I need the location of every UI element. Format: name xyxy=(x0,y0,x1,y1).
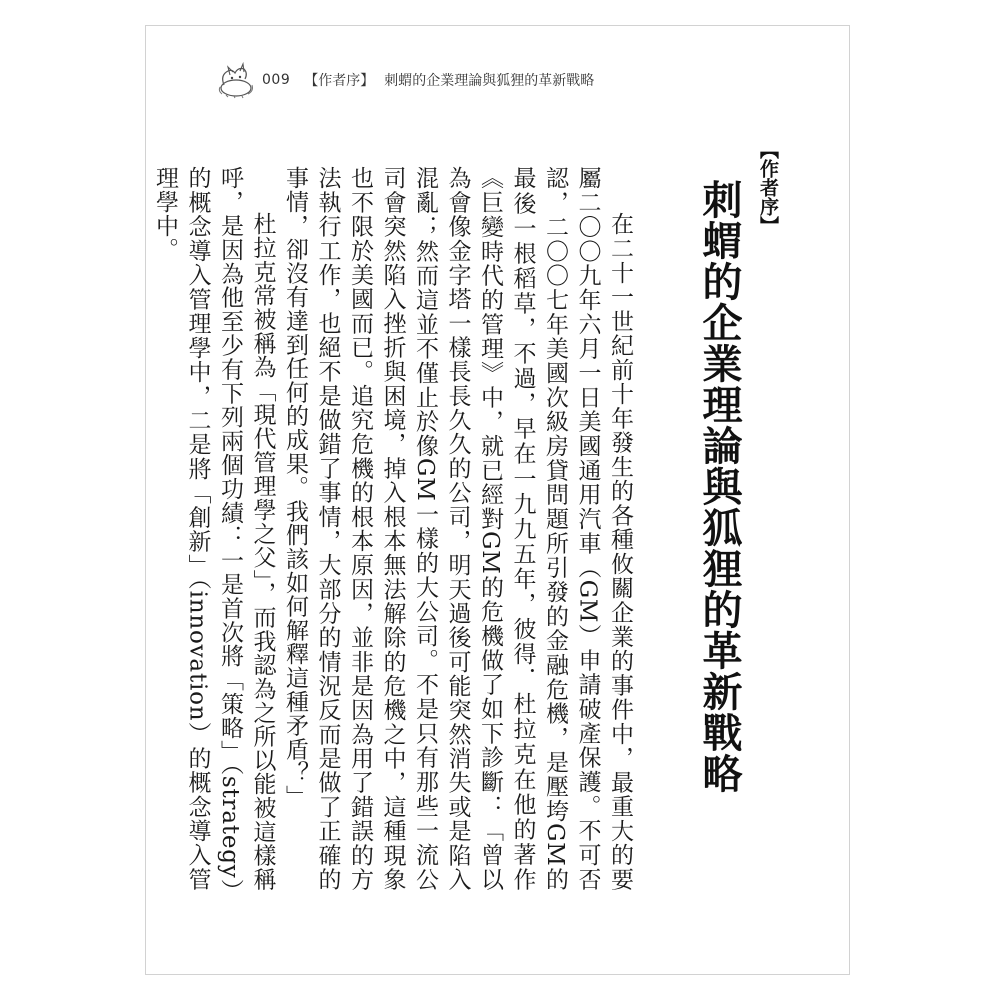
book-page xyxy=(145,25,850,975)
header-section-tag: 【作者序】 xyxy=(304,73,375,89)
fox-mascot-icon xyxy=(214,61,256,99)
page-number: 009 xyxy=(262,72,291,88)
paragraph: 在二十一世紀前十年發生的各種攸關企業的事件中，最重大的要屬二〇〇九年六月一日美國通用汽車（GM）申請破產保護。不可否認，二〇〇七年美國次級房貸問題所引發的金融危機，是壓垮GM的最後一根稻草，不過，早在一九九五年，彼得．杜拉克在他的著作《巨變時代的管理》中，就已經對GM的危機做了如下診斷：「曾以為會像金字塔一樣長長久久的公司，明天過後可能突然消失或是陷入混亂；然而這並不僅止於像GM一樣的大公司。不是只有那些一流公司會突然陷入挫折與困境，掉入根本無法解除的危機之中，這種現象也不限於美國而已。追究危機的根本原因，並非是因為用了錯誤的方法執行工作，也絕不是做錯了事情，大部分的情況反而是做了正確的事情，卻沒有達到任何的成果。我們該如何解釋這種矛盾？」 xyxy=(282,166,633,891)
preface-tag: 【作者序】 xyxy=(757,140,779,235)
chapter-title: 刺蝟的企業理論與狐狸的革新戰略 xyxy=(696,179,742,794)
body-text xyxy=(152,166,636,891)
header-title: 刺蝟的企業理論與狐狸的革新戰略 xyxy=(384,73,595,89)
running-header xyxy=(214,60,594,100)
paragraph: 杜拉克常被稱為「現代管理學之父」，而我認為之所以能被這樣稱呼，是因為他至少有下列兩個功績：一是首次將「策略」（strategy）的概念導入管理學中，二是將「創新」（innovation）的概念導入管理學中。 xyxy=(152,166,276,891)
